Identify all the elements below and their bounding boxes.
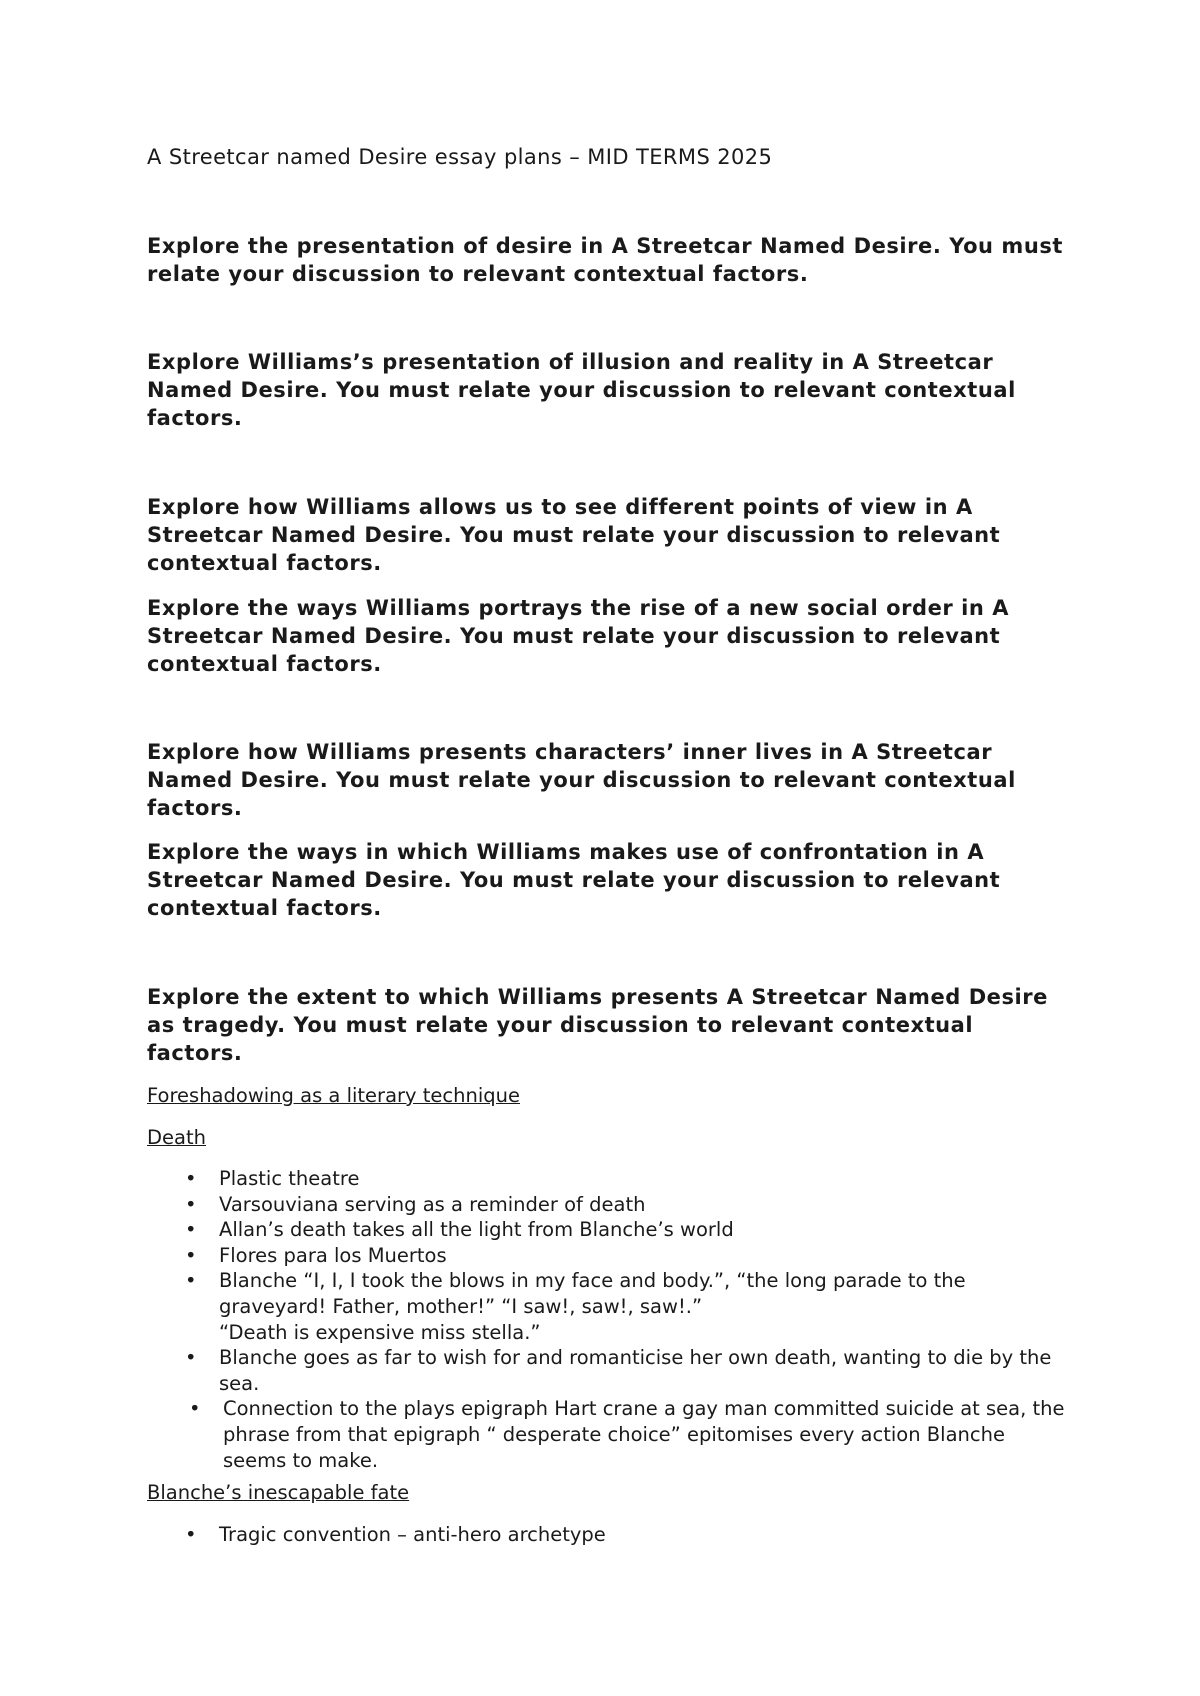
bullet-icon: • xyxy=(185,1243,197,1267)
subsection-heading-death: Death xyxy=(147,1126,206,1149)
bullet-icon: • xyxy=(185,1269,197,1293)
list-item-text: Plastic theatre xyxy=(219,1167,360,1190)
list-item-text: Connection to the plays epigraph Hart crane a gay man committed suicide at sea, the phrase from that epigraph “ desperate choice” epitomises every action Blanche seems to make. xyxy=(223,1397,1065,1472)
section-heading: Foreshadowing as a literary technique xyxy=(147,1084,521,1107)
list-item xyxy=(147,1217,1067,1243)
essay-prompt: Explore how Williams presents characters’ inner lives in A Streetcar Named Desire. You must relate your discussion to relevant contextual factors. xyxy=(147,740,1016,820)
bullet-icon: • xyxy=(185,1523,197,1546)
essay-prompt: Explore the extent to which Williams presents A Streetcar Named Desire as tragedy. You must relate your discussion to relevant contextual factors. xyxy=(147,985,1048,1065)
list-item-text: Blanche “I, I, I took the blows in my face and body.”, “the long parade to the graveyard! Father, mother!” “I saw!, saw!, saw!.” xyxy=(219,1269,966,1318)
list-item-continuation: “Death is expensive miss stella.” xyxy=(219,1320,541,1344)
list-item xyxy=(147,1268,1067,1345)
list-item xyxy=(147,1345,1067,1396)
list-item xyxy=(147,1243,1067,1269)
bullet-icon: • xyxy=(185,1218,197,1242)
list-item-text: Varsouviana serving as a reminder of death xyxy=(219,1192,646,1216)
bullet-icon: • xyxy=(185,1167,197,1190)
essay-prompt: Explore the presentation of desire in A Streetcar Named Desire. You must relate your discussion to relevant contextual factors. xyxy=(147,234,1063,286)
list-item xyxy=(147,1522,1067,1548)
essay-prompt: Explore the ways in which Williams makes use of confrontation in A Streetcar Named Desire. You must relate your discussion to relevant contextual factors. xyxy=(147,840,1001,920)
list-item xyxy=(147,1396,1067,1473)
list-item-text: Blanche goes as far to wish for and romanticise her own death, wanting to die by the sea. xyxy=(219,1346,1052,1395)
document-title: A Streetcar named Desire essay plans – MID TERMS 2025 xyxy=(147,145,773,169)
essay-prompt: Explore how Williams allows us to see different points of view in A Streetcar Named Desire. You must relate your discussion to relevant contextual factors. xyxy=(147,495,1001,575)
essay-prompt: Explore Williams’s presentation of illusion and reality in A Streetcar Named Desire. You must relate your discussion to relevant contextual factors. xyxy=(147,350,1016,430)
fate-bullet-list xyxy=(147,1522,1067,1548)
subsection-heading-fate: Blanche’s inescapable fate xyxy=(147,1481,410,1504)
bullet-icon: • xyxy=(185,1192,197,1216)
list-item xyxy=(147,1166,1067,1192)
bullet-icon: • xyxy=(189,1397,201,1421)
death-bullet-list xyxy=(147,1166,1067,1473)
list-item xyxy=(147,1192,1067,1218)
list-item-text: Allan’s death takes all the light from Blanche’s world xyxy=(219,1218,734,1242)
list-item-text: Flores para los Muertos xyxy=(219,1243,447,1267)
list-item-text: Tragic convention – anti-hero archetype xyxy=(219,1523,606,1546)
bullet-icon: • xyxy=(185,1346,197,1370)
essay-prompt: Explore the ways Williams portrays the rise of a new social order in A Streetcar Named Desire. You must relate your discussion to relevant contextual factors. xyxy=(147,596,1010,676)
